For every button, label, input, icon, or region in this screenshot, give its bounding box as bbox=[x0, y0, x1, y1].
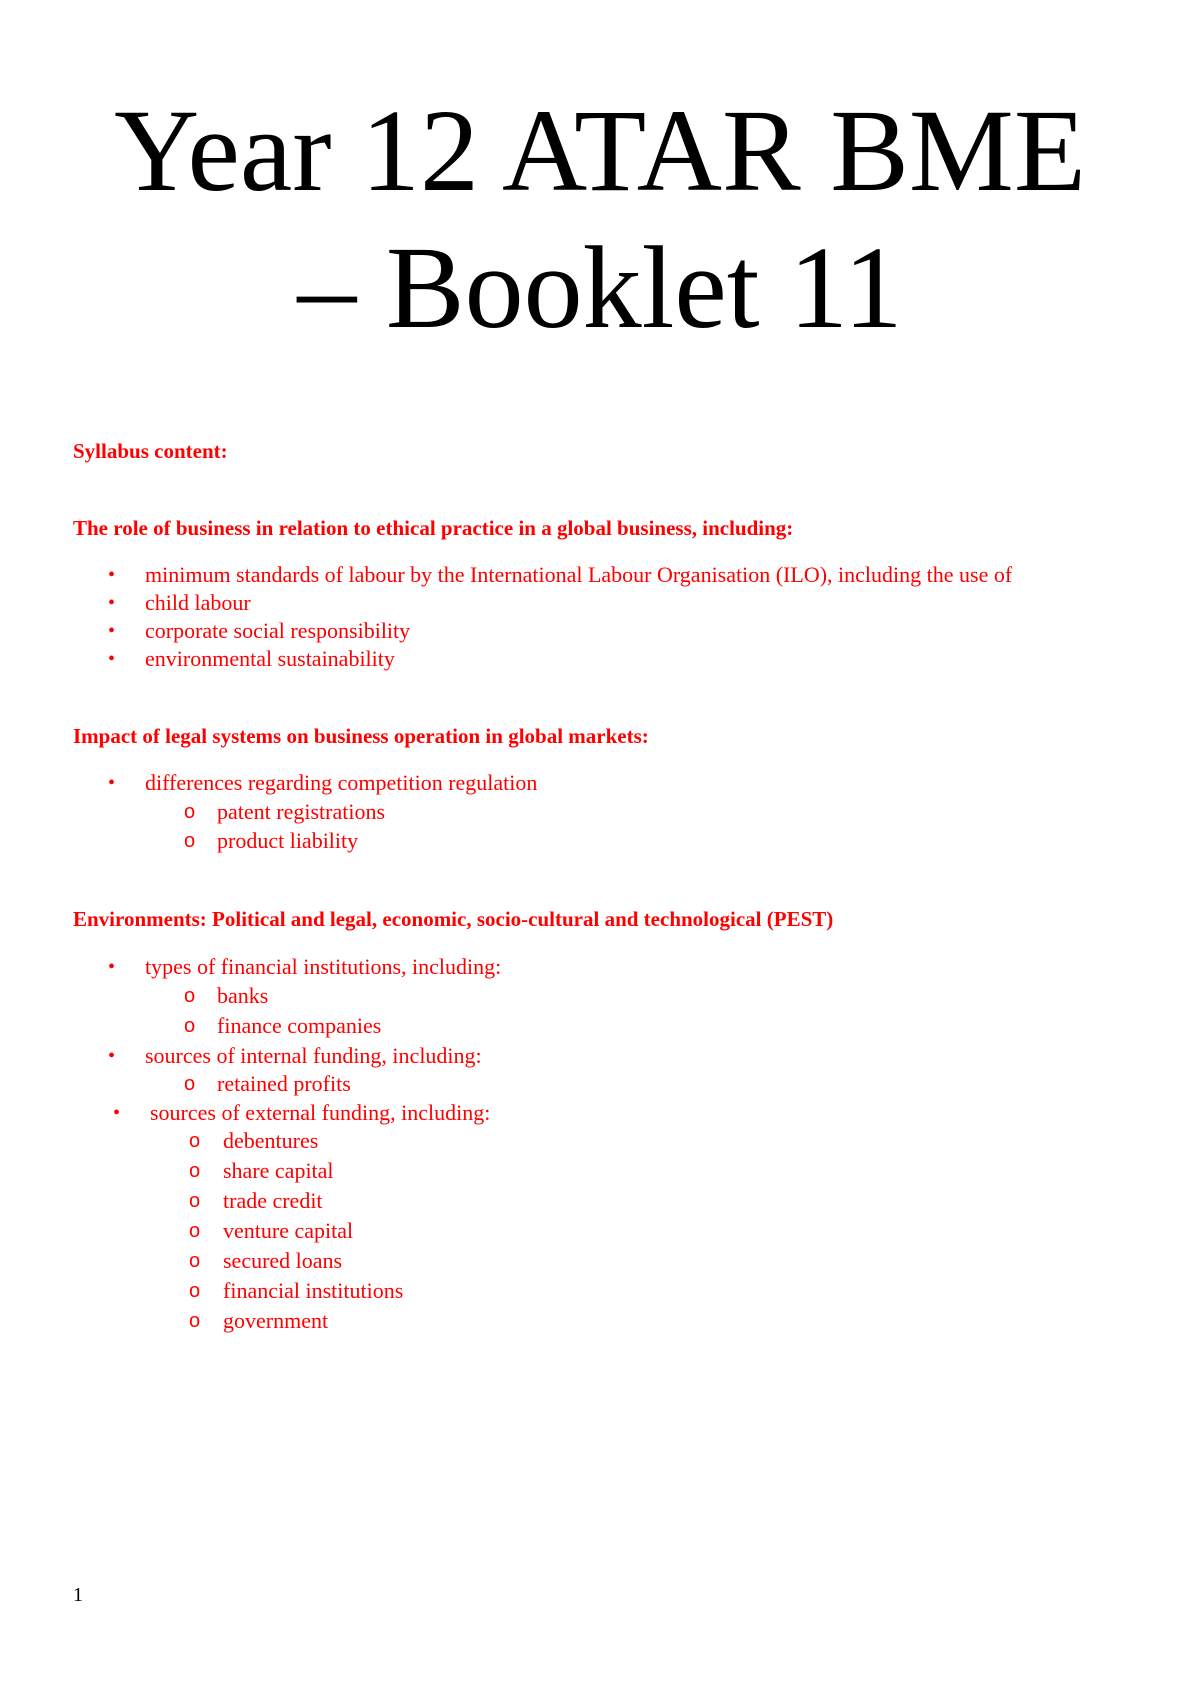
document-title bbox=[0, 82, 1200, 356]
bullet-icon: • bbox=[108, 564, 116, 586]
sub-bullet-icon: o bbox=[184, 1015, 196, 1037]
bullet-icon: • bbox=[108, 772, 116, 794]
sub-bullet-icon: o bbox=[184, 830, 196, 852]
bullet-icon: • bbox=[108, 956, 116, 978]
title-line-1: Year 12 ATAR BME bbox=[114, 85, 1086, 216]
bullet-icon: • bbox=[108, 648, 116, 670]
list-item: sources of external funding, including: bbox=[150, 1100, 491, 1125]
syllabus-label: Syllabus content: bbox=[73, 439, 228, 463]
section-heading-ethical: The role of business in relation to ethical practice in a global business, including: bbox=[73, 516, 794, 540]
sub-bullet-icon: o bbox=[189, 1250, 201, 1272]
sub-list-item: secured loans bbox=[223, 1248, 343, 1273]
title-line-2: – Booklet 11 bbox=[297, 222, 903, 353]
list-item: child labour bbox=[145, 590, 251, 615]
sub-list-item: financial institutions bbox=[223, 1278, 404, 1303]
bullet-icon: • bbox=[108, 592, 116, 614]
sub-bullet-icon: o bbox=[189, 1310, 201, 1332]
sub-list-item: banks bbox=[217, 983, 269, 1008]
sub-list-item: government bbox=[223, 1308, 329, 1333]
sub-list-item: retained profits bbox=[217, 1071, 351, 1096]
sub-bullet-icon: o bbox=[184, 985, 196, 1007]
sub-bullet-icon: o bbox=[189, 1190, 201, 1212]
list-item: corporate social responsibility bbox=[145, 618, 411, 643]
bullet-icon: • bbox=[108, 1045, 116, 1067]
sub-list-item: product liability bbox=[217, 828, 359, 853]
list-item: sources of internal funding, including: bbox=[145, 1043, 482, 1068]
sub-bullet-icon: o bbox=[189, 1130, 201, 1152]
section-heading-legal: Impact of legal systems on business operation in global markets: bbox=[73, 724, 649, 748]
list-item: types of financial institutions, including: bbox=[145, 954, 502, 979]
bullet-icon: • bbox=[108, 620, 116, 642]
sub-bullet-icon: o bbox=[184, 801, 196, 823]
sub-list-item: trade credit bbox=[223, 1188, 323, 1213]
sub-list-item: venture capital bbox=[223, 1218, 354, 1243]
page-number: 1 bbox=[73, 1584, 83, 1606]
sub-bullet-icon: o bbox=[189, 1220, 201, 1242]
sub-list-item: patent registrations bbox=[217, 799, 386, 824]
sub-bullet-icon: o bbox=[189, 1160, 201, 1182]
sub-list-item: debentures bbox=[223, 1128, 319, 1153]
list-item: differences regarding competition regulation bbox=[145, 770, 538, 795]
sub-list-item: share capital bbox=[223, 1158, 334, 1183]
sub-bullet-icon: o bbox=[189, 1280, 201, 1302]
sub-bullet-icon: o bbox=[184, 1073, 196, 1095]
section-heading-pest: Environments: Political and legal, economic, socio-cultural and technological (PEST) bbox=[73, 907, 834, 931]
sub-list-item: finance companies bbox=[217, 1013, 382, 1038]
bullet-icon: • bbox=[113, 1102, 121, 1124]
list-item: minimum standards of labour by the International Labour Organisation (ILO), including the use of bbox=[145, 562, 1013, 587]
list-item: environmental sustainability bbox=[145, 646, 395, 671]
